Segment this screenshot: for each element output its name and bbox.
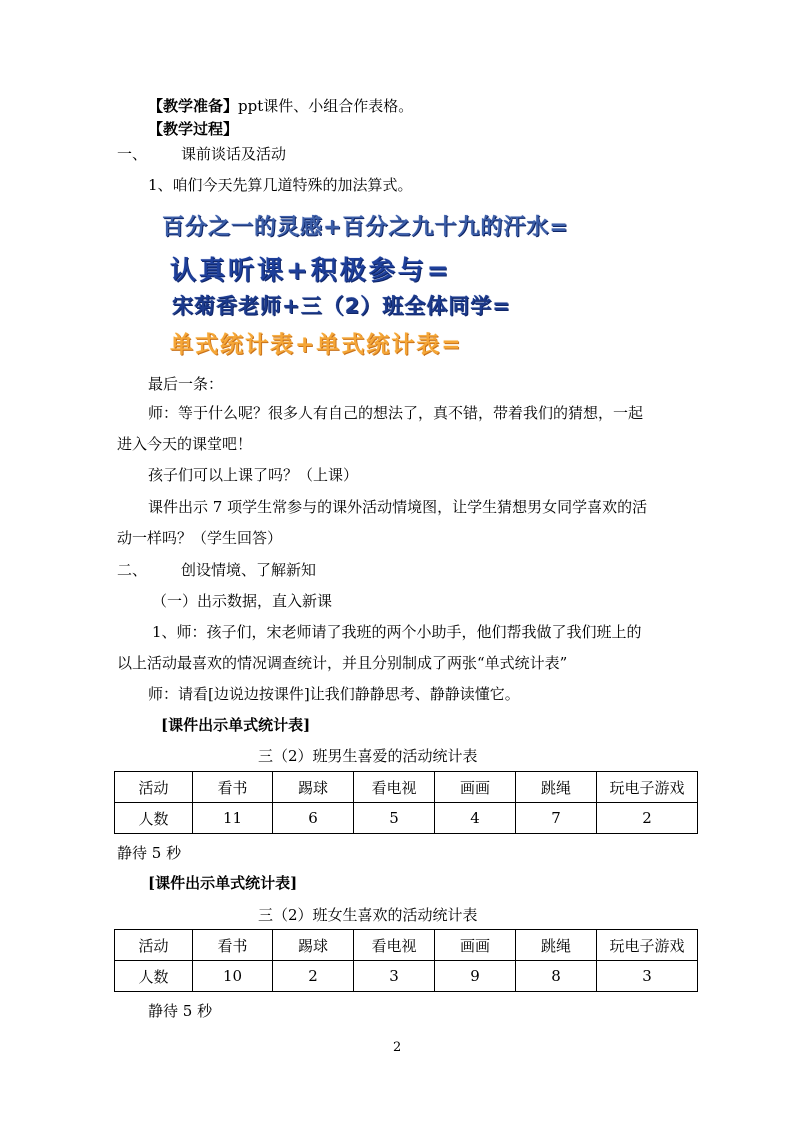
table-cell: 看书 bbox=[193, 930, 273, 961]
equation-4: 单式统计表+单式统计表= bbox=[170, 332, 463, 358]
paragraph-1-line-1: 师：等于什么呢？很多人有自己的想法了，真不错，带着我们的猜想，一起 bbox=[148, 404, 644, 422]
table-row bbox=[115, 803, 698, 834]
equation-1: 百分之一的灵感+百分之九十九的汗水= bbox=[162, 215, 569, 240]
table-cell: 8 bbox=[516, 961, 597, 992]
table-cell: 看电视 bbox=[354, 930, 435, 961]
paragraph-5: 师：请看[边说边按课件]让我们静静思考、静静读懂它。 bbox=[148, 685, 520, 703]
table-cell: 人数 bbox=[115, 803, 193, 834]
table-cell: 画画 bbox=[435, 772, 516, 803]
paragraph-2: 孩子们可以上课了吗？（上课） bbox=[148, 466, 359, 484]
table-cell: 6 bbox=[273, 803, 354, 834]
table-cell: 看书 bbox=[193, 772, 273, 803]
table-row bbox=[115, 961, 698, 992]
table-cell: 玩电子游戏 bbox=[597, 772, 698, 803]
intro-text: 1、咱们今天先算几道特殊的加法算式。 bbox=[148, 176, 413, 194]
table-header-row bbox=[115, 930, 698, 961]
table-cell: 看电视 bbox=[354, 772, 435, 803]
wait-note-2: 静待 5 秒 bbox=[148, 1002, 213, 1020]
paragraph-3-line-2: 动一样吗？（学生回答） bbox=[117, 529, 283, 547]
equation-3: 宋菊香老师+三（2）班全体同学= bbox=[172, 294, 511, 318]
table-cell: 11 bbox=[193, 803, 273, 834]
table1-caption: 三（2）班男生喜爱的活动统计表 bbox=[258, 747, 478, 765]
equation-2: 认真听课+积极参与= bbox=[170, 256, 452, 286]
paragraph-3-line-1: 课件出示 7 项学生常参与的课外活动情境图，让学生猜想男女同学喜欢的活 bbox=[148, 498, 648, 516]
section1-number: 一、 bbox=[117, 145, 148, 163]
table-cell: 5 bbox=[354, 803, 435, 834]
table-cell: 2 bbox=[273, 961, 354, 992]
section2-title: 创设情境、了解新知 bbox=[181, 561, 317, 579]
page-number: 2 bbox=[393, 1040, 402, 1055]
girls-activity-table bbox=[114, 929, 698, 992]
section1-heading bbox=[117, 144, 286, 164]
table-cell: 10 bbox=[193, 961, 273, 992]
table-cell: 9 bbox=[435, 961, 516, 992]
table-cell: 7 bbox=[516, 803, 597, 834]
courseware-note-2: [课件出示单式统计表] bbox=[148, 874, 298, 892]
table-cell: 跳绳 bbox=[516, 772, 597, 803]
prep-label: 【教学准备】 bbox=[148, 97, 239, 115]
wait-note-1: 静待 5 秒 bbox=[117, 844, 182, 862]
table-cell: 2 bbox=[597, 803, 698, 834]
boys-activity-table bbox=[114, 771, 698, 834]
subsection-1: （一）出示数据，直入新课 bbox=[152, 592, 333, 610]
table2-caption: 三（2）班女生喜欢的活动统计表 bbox=[258, 906, 478, 924]
section1-title: 课前谈话及活动 bbox=[181, 145, 287, 163]
table-cell: 4 bbox=[435, 803, 516, 834]
section2-number: 二、 bbox=[117, 561, 148, 579]
prep-line bbox=[148, 96, 413, 116]
table-cell: 活动 bbox=[115, 930, 193, 961]
courseware-note-1: [课件出示单式统计表] bbox=[161, 716, 311, 734]
section2-heading bbox=[117, 560, 316, 580]
table-cell: 踢球 bbox=[273, 772, 354, 803]
table-cell: 踢球 bbox=[273, 930, 354, 961]
paragraph-4-line-2: 以上活动最喜欢的情况调查统计，并且分别制成了两张“单式统计表” bbox=[117, 654, 568, 672]
table-cell: 画画 bbox=[435, 930, 516, 961]
paragraph-4-line-1: 1、师：孩子们，宋老师请了我班的两个小助手，他们帮我做了我们班上的 bbox=[152, 623, 642, 641]
paragraph-1-line-2: 进入今天的课堂吧！ bbox=[117, 435, 253, 453]
prep-text: ppt课件、小组合作表格。 bbox=[238, 97, 414, 115]
table-cell: 3 bbox=[597, 961, 698, 992]
process-label: 【教学过程】 bbox=[148, 120, 239, 138]
table-cell: 3 bbox=[354, 961, 435, 992]
last-text: 最后一条： bbox=[148, 375, 224, 393]
table-cell: 玩电子游戏 bbox=[597, 930, 698, 961]
table-cell: 活动 bbox=[115, 772, 193, 803]
table-cell: 跳绳 bbox=[516, 930, 597, 961]
table-cell: 人数 bbox=[115, 961, 193, 992]
table-header-row bbox=[115, 772, 698, 803]
